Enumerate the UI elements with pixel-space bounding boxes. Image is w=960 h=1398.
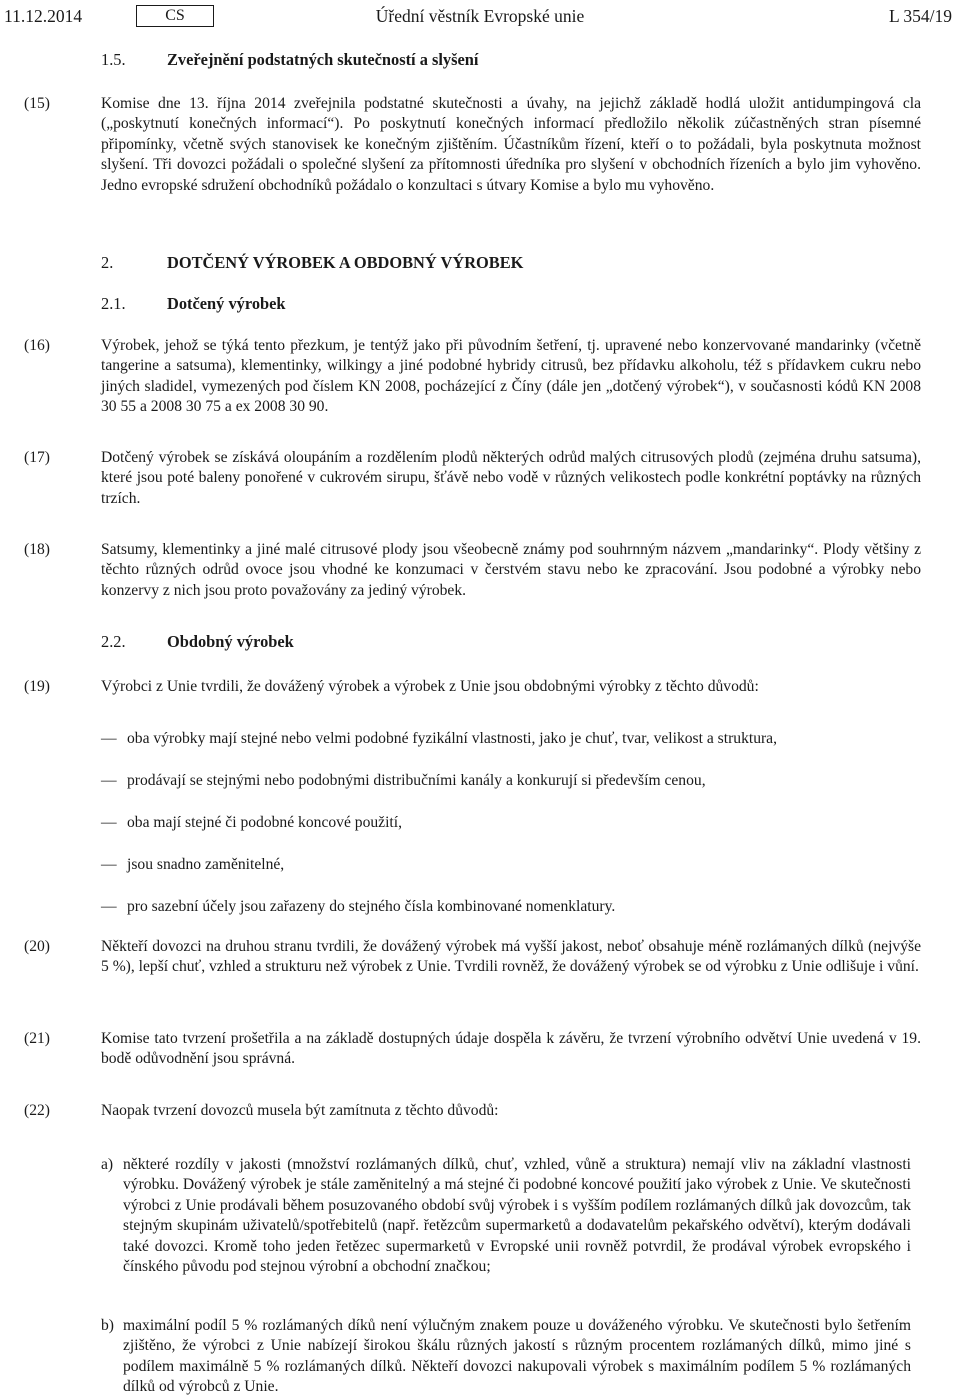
- paragraph-text: Komise tato tvrzení prošetřila a na základě dostupných údaje dospěla k závěru, že tvrzení výrobního odvětví Unie uvedená v 19. bodě odůvodnění jsou správná.: [101, 1030, 921, 1068]
- list-item: [101, 897, 921, 919]
- list-item: [101, 729, 921, 751]
- paragraph-22: [12, 1101, 950, 1123]
- list-item-b: [101, 1316, 913, 1396]
- list-item-text: jsou snadno zaměnitelné,: [127, 856, 285, 873]
- item-text: maximální podíl 5 % rozlámaných díků není výlučným znakem pouze u dováženého výrobku. Ve skutečnosti bylo šetřením zjištěno, že výrobci z Unie nabízejí širokou škálu různých jakostí s různým procentem rozlámaných dílků, mimo jiné s podílem maximálně 5 % rozlámaných dílků. Někteří dovozci nakupovali výrobek s maximálním podílem 5 % rozlámaných dílků od výrobců z Unie.: [123, 1317, 911, 1396]
- paragraph-text: Někteří dovozci na druhou stranu tvrdili, že dovážený výrobek má vyšší jakost, neboť obsahuje méně rozlámaných dílků (nejvýše 5 %), lepší chuť, vzhled a strukturu než výrobek z Unie. Tvrdili rovněž, že dovážený výrobek se od výrobku z Unie odlišuje i vůní.: [101, 938, 921, 976]
- paragraph-20: [12, 937, 950, 1001]
- section-title: DOTČENÝ VÝROBEK A OBDOBNÝ VÝROBEK: [167, 253, 524, 272]
- paragraph-15: [12, 94, 950, 218]
- paragraph-number: (15): [24, 95, 50, 112]
- section-title: Zveřejnění podstatných skutečností a slyšení: [167, 50, 479, 69]
- section-number: 1.5.: [101, 50, 126, 69]
- paragraph-text: Dotčený výrobek se získává oloupáním a rozdělením plodů některých odrůd malých citrusových plodů (zejména druhu satsuma), které jsou poté baleny ponořené v cukrovém sirupu, šťávě nebo vodě v různých velikostech podle konkrétní poptávky na různých trzích.: [101, 449, 921, 507]
- section-heading-2: [101, 253, 901, 275]
- paragraph-text: Naopak tvrzení dovozců musela být zamítnuta z těchto důvodů:: [101, 1102, 499, 1119]
- paragraph-text: Výrobek, jehož se týká tento přezkum, je tentýž jako při původním šetření, tj. upravené nebo konzervované mandarinky (včetně tangerine a satsuma), klementinky, wilkingy a jiné podobné hybridy citrusů, bez přídavku alkoholu, též s přídavkem cukru nebo jiných sladidel, vymezených pod číslem KN 2008, pocházející z Číny (dále jen „dotčený výrobek“), v současnosti kódů KN 2008 30 55 a 2008 30 75 a ex 2008 30 90.: [101, 337, 921, 416]
- list-item: [101, 855, 921, 877]
- page-header: [0, 6, 960, 28]
- paragraph-number: (16): [24, 337, 50, 354]
- language-code-box: CS: [136, 5, 214, 27]
- paragraph-number: (18): [24, 541, 50, 558]
- section-title: Obdobný výrobek: [167, 632, 294, 651]
- publication-date: 11.12.2014: [4, 6, 83, 26]
- dash-bullet: —: [101, 856, 117, 873]
- paragraph-number: (20): [24, 938, 50, 955]
- dash-bullet: —: [101, 772, 117, 789]
- paragraph-18: [12, 540, 950, 604]
- page-reference: L 354/19: [888, 6, 952, 26]
- section-title: Dotčený výrobek: [167, 294, 286, 313]
- item-label: a): [101, 1156, 114, 1173]
- item-text: některé rozdíly v jakosti (množství rozlámaných dílků, chuť, vzhled, vůně a struktura) nemají vliv na základní vlastnosti výrobku. Dovážený výrobek je stále zaměnitelný a má stejné či podobné koncové použití jako výrobek z Unie. Ve skutečnosti výrobci z Unie prodávali během posuzovaného období svůj výrobek i s vyšším podílem rozlámaných dílků jak dovozcům, tak stejným skupinám uživatelů/spotřebitelů (např. řetězcům supermarketů a dodavatelům pekařského odvětví), kterým dodávali také dovozci. Kromě toho jeden řetězec supermarketů v Evropské unii rovněž potvrdil, že prodával výrobek evropského i čínského původu pod stejnou výrobní a obchodní značkou;: [123, 1156, 911, 1276]
- paragraph-17: [12, 448, 950, 512]
- section-number: 2.2.: [101, 632, 126, 651]
- paragraph-21: [12, 1029, 950, 1073]
- paragraph-number: (17): [24, 449, 50, 466]
- list-item: [101, 771, 921, 793]
- section-heading-1-5: [101, 50, 901, 72]
- list-item-text: pro sazební účely jsou zařazeny do stejného čísla kombinované nomenklatury.: [127, 898, 616, 915]
- list-item-text: oba výrobky mají stejné nebo velmi podobné fyzikální vlastnosti, jako je chuť, tvar, velikost a struktura,: [127, 730, 778, 747]
- section-heading-2-2: [101, 632, 901, 654]
- list-item: [101, 813, 921, 835]
- section-number: 2.1.: [101, 294, 126, 313]
- list-item-text: prodávají se stejnými nebo podobnými distribučními kanály a konkurují si především cenou,: [127, 772, 706, 789]
- dash-bullet: —: [101, 730, 117, 747]
- paragraph-number: (22): [24, 1102, 50, 1119]
- dash-bullet: —: [101, 814, 117, 831]
- list-item-a: [101, 1155, 913, 1301]
- dash-bullet: —: [101, 898, 117, 915]
- paragraph-number: (21): [24, 1030, 50, 1047]
- paragraph-19: [12, 677, 950, 699]
- journal-title: Úřední věstník Evropské unie: [375, 6, 585, 26]
- section-heading-2-1: [101, 294, 901, 316]
- paragraph-text: Výrobci z Unie tvrdili, že dovážený výrobek a výrobek z Unie jsou obdobnými výrobky z těchto důvodů:: [101, 678, 759, 695]
- item-label: b): [101, 1317, 114, 1334]
- paragraph-text: Komise dne 13. října 2014 zveřejnila podstatné skutečnosti a úvahy, na jejichž základě hodlá uložit antidumpingová cla („poskytnutí konečných informací“). Po poskytnutí konečných informací předložilo několik zúčastněných stran písemné připomínky, včetně svých stanovisek ke konečným zjištěním. Účastníkům řízení, kteří o to požádali, byla poskytnuta možnost slyšení. Tři dovozci požádali o společné slyšení za přítomnosti úředníka pro slyšení v obchodních řízeních a bylo jim vyhověno. Jedno evropské sdružení obchodníků požádalo o konzultaci s útvary Komise a bylo mu vyhověno.: [101, 95, 921, 194]
- paragraph-text: Satsumy, klementinky a jiné malé citrusové plody jsou všeobecně známy pod souhrnným názvem „mandarinky“. Plody většiny z těchto různých odrůd ovoce jsou vhodné ke konzumaci v čerstvém stavu nebo ke zpracování. Jsou podobné a výrobky nebo konzervy z nich jsou proto považovány za jediný výrobek.: [101, 541, 921, 599]
- section-number: 2.: [101, 253, 114, 272]
- paragraph-number: (19): [24, 678, 50, 695]
- paragraph-16: [12, 336, 950, 420]
- list-item-text: oba mají stejné či podobné koncové použití,: [127, 814, 402, 831]
